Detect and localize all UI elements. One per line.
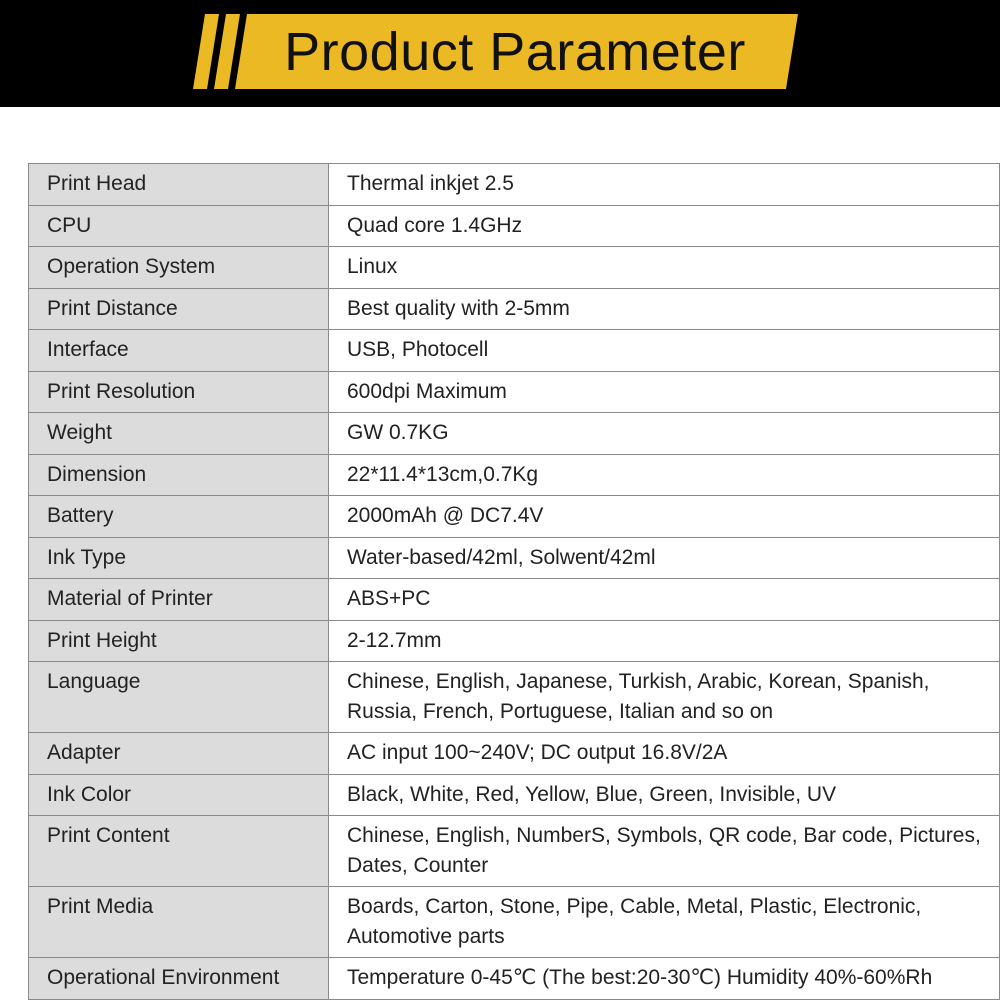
spec-value: Chinese, English, NumberS, Symbols, QR code, Bar code, Pictures, Dates, Counter: [329, 816, 1000, 887]
spec-label: Weight: [29, 413, 329, 455]
spec-label: Material of Printer: [29, 579, 329, 621]
header-banner: [0, 0, 1000, 107]
spec-label: Operation System: [29, 247, 329, 289]
table-row: [29, 247, 1000, 289]
table-row: [29, 816, 1000, 887]
table-row: [29, 887, 1000, 958]
spec-label: Interface: [29, 330, 329, 372]
spec-value: Black, White, Red, Yellow, Blue, Green, Invisible, UV: [329, 774, 1000, 816]
table-row: [29, 662, 1000, 733]
table-row: [29, 330, 1000, 372]
table-row: [29, 733, 1000, 775]
spec-label: Ink Color: [29, 774, 329, 816]
spec-label: Print Content: [29, 816, 329, 887]
spec-label: Print Media: [29, 887, 329, 958]
table-row: [29, 288, 1000, 330]
table-row: [29, 205, 1000, 247]
table-row: [29, 774, 1000, 816]
table-row: [29, 620, 1000, 662]
spec-value: Thermal inkjet 2.5: [329, 164, 1000, 206]
spec-table: [28, 163, 1000, 1000]
spec-label: Ink Type: [29, 537, 329, 579]
spec-value: Chinese, English, Japanese, Turkish, Arabic, Korean, Spanish, Russia, French, Portuguese, Italian and so on: [329, 662, 1000, 733]
table-row: [29, 454, 1000, 496]
spec-value: USB, Photocell: [329, 330, 1000, 372]
table-row: [29, 537, 1000, 579]
spec-value: Water-based/42ml, Solwent/42ml: [329, 537, 1000, 579]
spec-value: AC input 100~240V; DC output 16.8V/2A: [329, 733, 1000, 775]
spec-value: GW 0.7KG: [329, 413, 1000, 455]
spec-value: ABS+PC: [329, 579, 1000, 621]
spec-label: Dimension: [29, 454, 329, 496]
spec-label: Operational Environment: [29, 958, 329, 1000]
spec-value: 2-12.7mm: [329, 620, 1000, 662]
spec-label: Language: [29, 662, 329, 733]
spec-value: Best quality with 2-5mm: [329, 288, 1000, 330]
spec-label: Adapter: [29, 733, 329, 775]
spec-label: Print Height: [29, 620, 329, 662]
table-row: [29, 496, 1000, 538]
spec-value: Temperature 0-45℃ (The best:20-30℃) Humidity 40%-60%Rh: [329, 958, 1000, 1000]
spec-value: 2000mAh @ DC7.4V: [329, 496, 1000, 538]
spec-value: Linux: [329, 247, 1000, 289]
spec-label: Battery: [29, 496, 329, 538]
spec-label: Print Resolution: [29, 371, 329, 413]
spec-value: Boards, Carton, Stone, Pipe, Cable, Metal, Plastic, Electronic, Automotive parts: [329, 887, 1000, 958]
spec-value: 22*11.4*13cm,0.7Kg: [329, 454, 1000, 496]
spec-label: Print Distance: [29, 288, 329, 330]
spec-label: CPU: [29, 205, 329, 247]
table-row: [29, 958, 1000, 1000]
page-title: Product Parameter: [284, 22, 746, 82]
table-row: [29, 413, 1000, 455]
spec-label: Print Head: [29, 164, 329, 206]
table-row: [29, 371, 1000, 413]
spec-value: Quad core 1.4GHz: [329, 205, 1000, 247]
spec-value: 600dpi Maximum: [329, 371, 1000, 413]
table-row: [29, 164, 1000, 206]
table-row: [29, 579, 1000, 621]
